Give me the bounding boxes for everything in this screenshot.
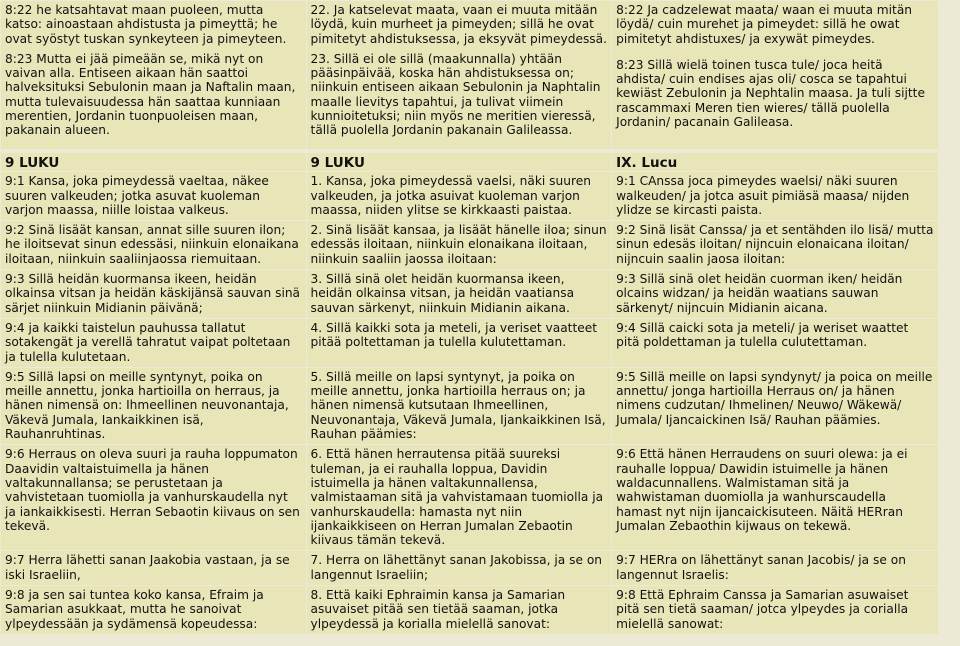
margin-cell — [939, 445, 959, 550]
verse-cell: 9:6 Herraus on oleva suuri ja rauha loppumaton Daavidin valtaistuimella ja hänen valtakunnallansa; se perustetaan ja vahvistetaan tuomiolla ja vanhurskaudella nyt ja iankaikkisesti. Herran Sebaotin kiivaus on sen tekevä. — [1, 445, 306, 550]
top-cell-1776 — [307, 1, 612, 149]
verse-cell: 9:2 Sinä lisät Canssa/ ja et sentähden ilo lisä/ mutta sinun edesäs iloitan/ nijncuin elonaicana iloitan/ nijncuin saalin jaosa iloitan: — [612, 221, 938, 269]
verse-cell: 9:5 Sillä meille on lapsi syndynyt/ ja poica on meille annettu/ jonga hartioilla Herraus on/ ja hänen nimens cudzutan/ Ihmelinen/ Neuwo/ Wäkewä/ Jumala/ Ijancaickinen Isä/ Rauhan päämies. — [612, 368, 938, 444]
table-row — [1, 551, 959, 585]
table-row — [1, 368, 959, 444]
table-row — [1, 270, 959, 318]
verse-cell: 5. Sillä meille on lapsi syntynyt, ja poika on meille annettu, jonka hartioilla herraus on; ja hänen nimensä kutsutaan Ihmeellinen, Neuvonantaja, Väkevä Jumala, Ijankaikkinen Isä, Rauhan päämies: — [307, 368, 612, 444]
verse-cell: 9:8 ja sen sai tuntea koko kansa, Efraim ja Samarian asukkaat, mutta he sanoivat ylpeydessään ja sydämensä kopeudessa: — [1, 586, 306, 634]
verse-cell: 3. Sillä sinä olet heidän kuormansa ikeen, heidän olkainsa vitsan, ja heidän vaatiansa sauvan särkenyt, niinkuin Midianin aikana. — [307, 270, 612, 318]
verse-text: 22. Ja katselevat maata, vaan ei muuta mitään löydä, kuin murheet ja pimeyden; sillä he ovat pimitetyt ahdistuksessa, ja eksyvät pimeydessä. — [310, 3, 607, 46]
verse-text: 8:22 he katsahtavat maan puoleen, mutta katso: ainoastaan ahdistusta ja pimeyttä; he ovat syöstyt tuskan synkeyteen ja pimeyteen. — [5, 3, 287, 46]
table-row — [1, 445, 959, 550]
verse-cell: 6. Että hänen herrautensa pitää suureksi tuleman, ja ei rauhalla loppua, Davidin istuimella ja hänen valtakunnallensa, valmistaaman sitä ja vahvistamaan tuomiolla ja vanhurskaudella: hamasta nyt niin ijankaikkiseen on Herran Jumalan Zebaotin kiivaus tämän tekevä. — [307, 445, 612, 550]
verse-cell: 9:7 Herra lähetti sanan Jaakobia vastaan, ja se iski Israeliin, — [1, 551, 306, 585]
verse-text: 23. Sillä ei ole sillä (maakunnalla) yhtään pääsinpäivää, koska hän ahdistuksessa on; niinkuin entiseen aikaan Sebulonin ja Naphtalin maalle lievitys tapahtui, ja tulivat viimein kunnioitetuksi; niin myös ne meritien vieressä, tällä puolella Jordanin pakanain Galileassa. — [310, 51, 601, 138]
table-row — [1, 1, 959, 149]
margin-cell — [939, 153, 959, 171]
verse-cell: 9:8 Että Ephraim Canssa ja Samarian asuwaiset pitä sen tietä saaman/ jotca ylpeydes ja corialla mielellä sanowat: — [612, 586, 938, 634]
table-row — [1, 172, 959, 220]
chapter-table — [0, 152, 960, 635]
margin-cell — [939, 586, 959, 634]
verse-cell: 9:7 HERra on lähettänyt sanan Jacobis/ ja se on langennut Israelis: — [612, 551, 938, 585]
top-cell-1642 — [612, 1, 938, 149]
verse-cell: 9:3 Sillä heidän kuormansa ikeen, heidän olkainsa vitsan ja heidän käskijänsä sauvan sinä särjet niinkuin Midianin päivänä; — [1, 270, 306, 318]
table-row — [1, 319, 959, 367]
margin-cell — [939, 221, 959, 269]
verse-cell: 9:3 Sillä sinä olet heidän cuorman iken/ heidän olcains widzan/ ja heidän waatians sauwan särkenyt/ nijncuin Midianin aicana. — [612, 270, 938, 318]
top-verse-table — [0, 0, 960, 150]
margin-cell — [939, 368, 959, 444]
verse-cell: 2. Sinä lisäät kansaa, ja lisäät hänelle iloa; sinun edessäs iloitaan, niinkuin elonaikana iloitaan, niinkuin saaliin jaossa iloitaan: — [307, 221, 612, 269]
verse-text: 8:23 Mutta ei jää pimeään se, mikä nyt on vaivan alla. Entiseen aikaan hän saattoi halveksituksi Sebulonin maan ja Naftalin maan, mutta tulevaisuudessa hän saattaa kunniaan merentien, Jordanin tuonpuoleisen maan, pakanain alueen. — [5, 51, 296, 138]
verse-text: 8:22 Ja cadzelewat maata/ waan ei muuta mitän löydä/ cuin murehet ja pimeydet: sillä he owat pimitetyt ahdistuxes/ ja exywät pimeydes. — [616, 3, 913, 46]
margin-cell — [939, 319, 959, 367]
verse-cell: 4. Sillä kaikki sota ja meteli, ja veriset vaatteet pitää poltettaman ja tulella kulutettaman. — [307, 319, 612, 367]
top-cell-modern — [1, 1, 306, 149]
verse-cell: 7. Herra on lähettänyt sanan Jakobissa, ja se on langennut Israeliin; — [307, 551, 612, 585]
verse-cell: 9:1 CAnssa joca pimeydes waelsi/ näki suuren walkeuden/ ja jotca asuit pimiäsä maasa/ nijden ylidze se kircasti paista. — [612, 172, 938, 220]
verse-cell: 9:4 Sillä caicki sota ja meteli/ ja weriset waattet pitä poldettaman ja tulella culutettaman. — [612, 319, 938, 367]
table-row — [1, 221, 959, 269]
verse-cell: 8. Että kaiki Ephraimin kansa ja Samarian asuvaiset pitää sen tietää saaman, jotka ylpeydessä ja korialla mielellä sanovat: — [307, 586, 612, 634]
verse-cell: 9:1 Kansa, joka pimeydessä vaeltaa, näkee suuren valkeuden; jotka asuvat kuoleman varjon maassa, niille loistaa valkeus. — [1, 172, 306, 220]
verse-text: 8:23 Sillä wielä toinen tusca tule/ joca heitä ahdista/ cuin endises ajas oli/ cosca se tapahtui kewiäst Zebulonin ja Nephtalin maasa. Ja tuli sijtte rascammaxi Meren tien wieres/ tällä puolella Jordanin/ pacanain Galileasa. — [616, 57, 925, 130]
header-row — [1, 153, 959, 171]
chapter-heading: 9 LUKU — [307, 153, 612, 171]
verse-cell: 9:5 Sillä lapsi on meille syntynyt, poika on meille annettu, jonka hartioilla on herraus, ja hänen nimensä on: Ihmeellinen neuvonantaja, Väkevä Jumala, Iankaikkinen isä, Rauhanruhtinas. — [1, 368, 306, 444]
margin-cell — [939, 172, 959, 220]
verse-cell: 9:6 Että hänen Herraudens on suuri olewa: ja ei rauhalle loppua/ Dawidin istuimelle ja hänen waldacunnallens. Walmistaman sitä ja wahwistaman duomiolla ja wanhurscaudella hamast nyt nijn ijancaickisuteen. Näitä HERran Jumalan Zebaothin kijwaus on tekewä. — [612, 445, 938, 550]
margin-cell — [939, 270, 959, 318]
verse-cell: 1. Kansa, joka pimeydessä vaelsi, näki suuren valkeuden, ja jotka asuivat kuoleman varjon maassa, niiden ylitse se kirkkaasti paistaa. — [307, 172, 612, 220]
margin-cell — [939, 551, 959, 585]
chapter-heading: 9 LUKU — [1, 153, 306, 171]
margin-cell — [939, 1, 959, 149]
verse-cell: 9:2 Sinä lisäät kansan, annat sille suuren ilon; he iloitsevat sinun edessäsi, niinkuin elonaikana iloitaan, niinkuin saaliinjaossa riemuitaan. — [1, 221, 306, 269]
chapter-heading: IX. Lucu — [612, 153, 938, 171]
table-row — [1, 586, 959, 634]
verse-cell: 9:4 ja kaikki taistelun pauhussa tallatut sotakengät ja verellä tahratut vaipat poltetaan ja tulella kulutetaan. — [1, 319, 306, 367]
